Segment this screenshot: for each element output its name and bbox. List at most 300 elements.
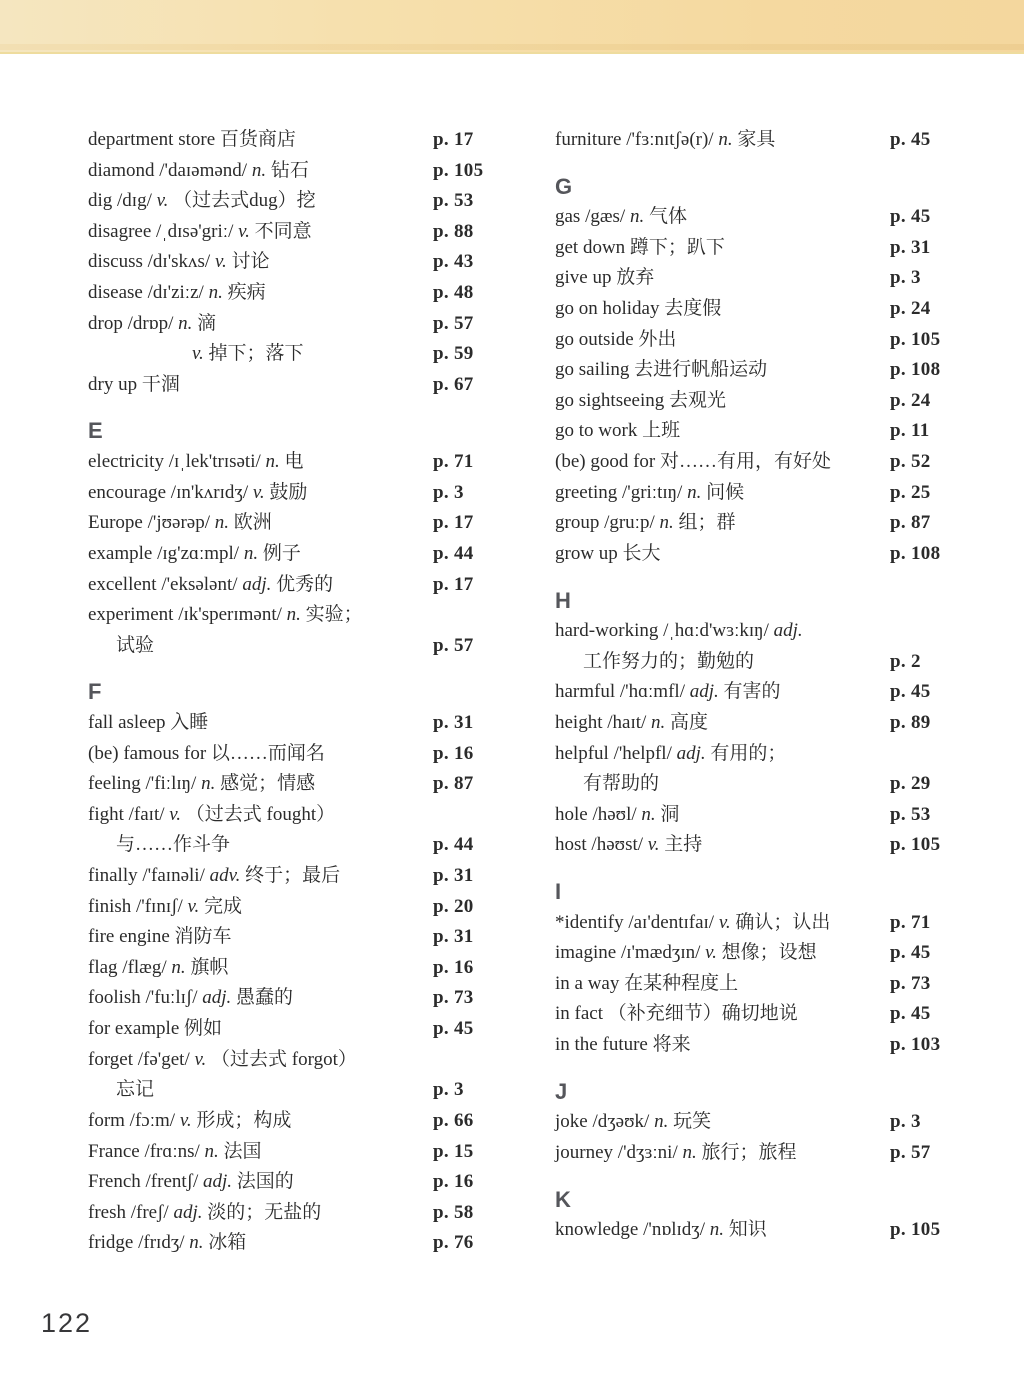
page-ref: p. 3 [890, 267, 921, 289]
entry-fragment: discuss /dɪ'skʌs/ [88, 251, 215, 273]
entry-fragment: go outside 外出 [555, 328, 677, 350]
entry-fragment: 洞 [655, 803, 680, 825]
pos-label: n. [682, 1141, 697, 1163]
entry-fragment: go to work 上班 [555, 420, 681, 442]
pos-label: v. [647, 834, 660, 856]
entry-fragment: 有害的 [718, 681, 781, 703]
entry-fragment: （过去式 fought） [181, 803, 336, 825]
entry-text [555, 708, 890, 739]
entry-text [88, 892, 433, 923]
pos-label: adj. [202, 987, 232, 1009]
entry-text [88, 278, 433, 309]
entry-text [88, 708, 433, 739]
pos-label: n. [178, 312, 193, 334]
pos-label: v. [718, 911, 731, 933]
entry-row [555, 800, 967, 831]
page-ref [433, 800, 499, 831]
entry-fragment: 欧洲 [229, 512, 272, 534]
entry-row [88, 508, 500, 539]
page-ref: p. 3 [433, 1079, 464, 1101]
entry-fragment: 讨论 [226, 251, 270, 273]
page-ref [890, 616, 956, 647]
entry-text [555, 616, 890, 647]
entry-fragment: give up 放弃 [555, 267, 655, 289]
entry-fragment: example /ɪg'zɑːmpl/ [88, 542, 244, 564]
entry-fragment: dry up 干涸 [88, 373, 180, 395]
entry-fragment: finally /'faɪnəli/ [88, 865, 210, 887]
page-ref: p. 3 [890, 1111, 921, 1133]
page-ref: p. 31 [433, 865, 474, 887]
entry-fragment: fall asleep 入睡 [88, 711, 209, 733]
page-ref: p. 67 [433, 373, 474, 395]
pos-label: v. [705, 942, 717, 964]
entry-fragment: 实验； [300, 604, 363, 626]
entry-text [88, 1075, 433, 1106]
pos-label: n. [286, 604, 301, 626]
entry-fragment: in fact （补充细节）确切地说 [555, 1003, 798, 1025]
entry-text [555, 647, 890, 678]
entry-row [555, 708, 967, 739]
entry-fragment: 有帮助的 [583, 773, 660, 795]
glossary-column-right [555, 125, 967, 1246]
pos-label: v. [156, 190, 169, 212]
entry-text [88, 1106, 433, 1137]
entry-row [88, 983, 500, 1014]
entry-text [88, 922, 433, 953]
pos-label: v. [252, 481, 265, 503]
entry-row [88, 339, 500, 370]
entry-row [88, 861, 500, 892]
entry-row [88, 1228, 500, 1259]
entry-text [88, 953, 433, 984]
entry-text [88, 447, 433, 478]
entry-row [88, 1198, 500, 1229]
entry-row [88, 309, 500, 340]
page-ref: p. 87 [890, 512, 931, 534]
pos-label: v. [194, 1048, 207, 1070]
page-ref: p. 53 [433, 190, 474, 212]
entry-fragment: finish /'fɪnɪʃ/ [88, 895, 188, 917]
section-letter: H [555, 587, 571, 613]
pos-label: n. [171, 956, 186, 978]
page-ref: p. 31 [890, 236, 931, 258]
page-ref: p. 16 [433, 1171, 474, 1193]
pos-label: v. [169, 803, 182, 825]
entry-text [555, 125, 890, 156]
page-ref: p. 17 [433, 512, 474, 534]
entry-row [88, 800, 500, 831]
entry-row [555, 478, 967, 509]
pos-label: v. [214, 251, 227, 273]
entry-row [88, 217, 500, 248]
page-ref: p. 20 [433, 895, 474, 917]
page-ref: p. 66 [433, 1109, 474, 1131]
entry-text [88, 800, 433, 831]
entry-text [88, 125, 433, 156]
entry-fragment: 工作努力的；勤勉的 [583, 650, 755, 672]
entry-fragment: （过去式 forgot） [206, 1048, 357, 1070]
page-ref: p. 105 [433, 159, 484, 181]
entry-fragment: height /haɪt/ [555, 711, 652, 733]
entry-fragment: in the future 将来 [555, 1034, 691, 1056]
page-ref [890, 739, 956, 770]
entry-fragment: 玩笑 [668, 1111, 712, 1133]
page-ref: p. 108 [890, 359, 941, 381]
entry-text [555, 233, 890, 264]
entry-fragment: go sailing 去进行帆船运动 [555, 359, 768, 381]
entry-fragment: 形成；构成 [191, 1109, 292, 1131]
page-ref: p. 44 [433, 542, 474, 564]
page-ref: p. 57 [433, 312, 474, 334]
entry-row [88, 631, 500, 662]
page-ref: p. 31 [433, 711, 474, 733]
page-ref: p. 31 [433, 926, 474, 948]
entry-row [555, 1215, 967, 1246]
entry-text [88, 156, 433, 187]
page-ref [433, 1045, 499, 1076]
page-ref: p. 53 [890, 803, 931, 825]
page-ref: p. 59 [433, 343, 474, 365]
entry-text [555, 478, 890, 509]
entry-fragment: fire engine 消防车 [88, 926, 232, 948]
entry-text [555, 677, 890, 708]
page-ref: p. 73 [433, 987, 474, 1009]
entry-fragment: French /frentʃ/ [88, 1171, 204, 1193]
page-ref: p. 105 [890, 1219, 941, 1241]
page-ref: p. 17 [433, 129, 474, 150]
page-ref: p. 15 [433, 1140, 474, 1162]
pos-label: n. [214, 512, 229, 534]
pos-label: v. [238, 220, 250, 242]
page-ref: p. 71 [890, 911, 931, 933]
entry-text [88, 570, 433, 601]
page-ref: p. 3 [433, 481, 464, 503]
entry-fragment: 知识 [724, 1219, 767, 1241]
entry-row [555, 447, 967, 478]
page-ref: p. 45 [433, 1018, 474, 1040]
entry-fragment: furniture /'fɜːnɪtʃə(r)/ [555, 129, 719, 150]
pos-label: n. [641, 803, 656, 825]
entry-row [555, 508, 967, 539]
page-ref: p. 16 [433, 956, 474, 978]
entry-row [88, 1137, 500, 1168]
pos-label: n. [265, 451, 280, 473]
entry-text [555, 416, 890, 447]
entry-text [88, 1045, 433, 1076]
entry-text [555, 830, 890, 861]
entry-fragment: group /gruːp/ [555, 512, 660, 534]
entry-row [88, 708, 500, 739]
page-number: 122 [41, 1308, 93, 1338]
entry-fragment: 疾病 [222, 282, 266, 304]
page-ref: p. 58 [433, 1201, 474, 1223]
entry-row [555, 1138, 967, 1169]
entry-fragment: fight /faɪt/ [88, 803, 170, 825]
page-ref: p. 29 [890, 773, 931, 795]
entry-fragment: hole /həʊl/ [555, 803, 642, 825]
entry-text [555, 999, 890, 1030]
entry-text [555, 1030, 890, 1061]
page-ref: p. 24 [890, 298, 931, 320]
pos-label: n. [189, 1232, 204, 1254]
page-ref: p. 89 [890, 711, 931, 733]
entry-fragment: 冰箱 [203, 1232, 247, 1254]
entry-text [88, 217, 433, 248]
entry-fragment: 与……作斗争 [116, 834, 231, 856]
entry-row [555, 202, 967, 233]
entry-fragment: 掉下；落下 [203, 343, 304, 365]
entry-fragment: 淡的；无盐的 [202, 1201, 322, 1223]
pos-label: n. [204, 1140, 219, 1162]
entry-row [555, 325, 967, 356]
entry-row [555, 125, 967, 156]
entry-row [88, 278, 500, 309]
entry-row [88, 370, 500, 401]
entry-text [555, 1215, 890, 1246]
page-ref: p. 45 [890, 206, 931, 228]
entry-fragment: 忘记 [116, 1079, 155, 1101]
pos-label: n. [208, 282, 223, 304]
glossary-column-left [88, 125, 500, 1259]
entry-text [88, 1137, 433, 1168]
page-ref: p. 25 [890, 481, 931, 503]
pos-label: n. [201, 773, 216, 795]
entry-row [88, 1014, 500, 1045]
entry-row [88, 539, 500, 570]
page-ref: p. 17 [433, 573, 474, 595]
pos-label: adj. [689, 681, 719, 703]
entry-fragment: go sightseeing 去观光 [555, 389, 726, 411]
entry-text [88, 247, 433, 278]
entry-row [88, 447, 500, 478]
entry-fragment: feeling /'fiːlɪŋ/ [88, 773, 202, 795]
entry-row [555, 355, 967, 386]
entry-row [555, 233, 967, 264]
entry-row [88, 1167, 500, 1198]
entry-fragment: 愚蠢的 [231, 987, 294, 1009]
entry-row [88, 953, 500, 984]
pos-label: adv. [209, 865, 241, 887]
page-ref [433, 600, 499, 631]
section-letter: K [555, 1186, 571, 1212]
entry-text [88, 1014, 433, 1045]
entry-row [555, 938, 967, 969]
entry-text [555, 508, 890, 539]
pos-label: adj. [773, 620, 803, 642]
entry-text [88, 1198, 433, 1229]
entry-text [88, 539, 433, 570]
entry-fragment: 终于；最后 [240, 865, 341, 887]
entry-row [555, 294, 967, 325]
entry-text [555, 800, 890, 831]
entry-row [555, 416, 967, 447]
entry-row [555, 969, 967, 1000]
entry-fragment: 电 [279, 451, 304, 473]
entry-row [88, 1106, 500, 1137]
pos-label: n. [654, 1111, 669, 1133]
entry-fragment: greeting /'griːtɪŋ/ [555, 481, 688, 503]
entry-row [88, 892, 500, 923]
page-top-band [0, 0, 1024, 54]
section-letter: G [555, 173, 573, 199]
entry-fragment: dig /dɪg/ [88, 190, 157, 212]
entry-text [88, 631, 433, 662]
entry-text [88, 339, 433, 370]
entry-fragment: 家具 [732, 129, 776, 150]
pos-label: adj. [203, 1171, 233, 1193]
page-ref: p. 57 [890, 1141, 931, 1163]
page-ref: p. 103 [890, 1034, 941, 1056]
section-letter: I [555, 879, 562, 905]
entry-fragment: disagree /ˌdɪsə'griː/ [88, 220, 239, 242]
entry-text [88, 830, 433, 861]
entry-fragment: grow up 长大 [555, 542, 661, 564]
entry-fragment: 旗帜 [185, 956, 229, 978]
entry-fragment: fridge /frɪdʒ/ [88, 1232, 190, 1254]
entry-fragment: 不同意 [249, 220, 312, 242]
pos-label: n. [687, 481, 702, 503]
entry-row [555, 769, 967, 800]
entry-fragment: drop /drɒp/ [88, 312, 179, 334]
entry-text [555, 386, 890, 417]
entry-fragment: forget /fə'get/ [88, 1048, 195, 1070]
page-ref: p. 76 [433, 1232, 474, 1254]
entry-text [88, 186, 433, 217]
entry-text [88, 600, 433, 631]
entry-fragment: electricity /ɪˌlek'trɪsəti/ [88, 451, 266, 473]
pos-label: n. [629, 206, 645, 228]
entry-text [555, 1138, 890, 1169]
entry-fragment: knowledge /'nɒlɪdʒ/ [555, 1219, 710, 1241]
entry-fragment: France /frɑːns/ [88, 1140, 205, 1162]
page-ref: p. 11 [890, 420, 930, 442]
entry-row [555, 386, 967, 417]
page-ref: p. 105 [890, 834, 941, 856]
entry-text [88, 1167, 433, 1198]
entry-row [88, 769, 500, 800]
entry-fragment: 钻石 [266, 159, 309, 181]
entry-fragment: 想像；设想 [716, 942, 817, 964]
entry-fragment: imagine /ɪ'mædʒɪn/ [555, 942, 706, 964]
entry-fragment: department store 百货商店 [88, 129, 296, 150]
entry-row [555, 1107, 967, 1138]
page-ref: p. 71 [433, 451, 474, 473]
entry-fragment: 法国 [218, 1140, 262, 1162]
entry-text [555, 355, 890, 386]
page-ref: p. 73 [890, 972, 931, 994]
page-ref: p. 16 [433, 742, 474, 764]
entry-fragment: diamond /'daɪəmənd/ [88, 159, 252, 181]
entry-text [555, 447, 890, 478]
page-ref: p. 44 [433, 834, 474, 856]
entry-row [88, 922, 500, 953]
entry-row [88, 156, 500, 187]
entry-fragment: helpful /'helpfl/ [555, 742, 677, 764]
page-ref: p. 88 [433, 220, 474, 242]
entry-text [555, 294, 890, 325]
entry-fragment: 滴 [192, 312, 217, 334]
entry-text [555, 539, 890, 570]
pos-label: adj. [242, 573, 272, 595]
page-ref: p. 105 [890, 328, 941, 350]
entry-fragment: get down 蹲下；趴下 [555, 236, 725, 258]
pos-label: n. [659, 512, 674, 534]
section-letter: E [88, 418, 103, 444]
entry-row [555, 677, 967, 708]
entry-fragment: 完成 [199, 895, 243, 917]
entry-row [555, 1030, 967, 1061]
entry-fragment: 问候 [701, 481, 745, 503]
entry-row [88, 830, 500, 861]
entry-fragment: 有用的； [705, 742, 787, 764]
entry-fragment: form /fɔːm/ [88, 1109, 180, 1131]
entry-fragment: in a way 在某种程度上 [555, 972, 739, 994]
entry-row [555, 263, 967, 294]
page-ref: p. 24 [890, 389, 931, 411]
entry-fragment: (be) good for 对……有用，有好处 [555, 451, 831, 473]
entry-fragment: 气体 [644, 206, 687, 228]
page-ref: p. 45 [890, 681, 931, 703]
entry-fragment: *identify /aɪ'dentɪfaɪ/ [555, 911, 719, 933]
pos-label: adj. [676, 742, 706, 764]
entry-row [88, 570, 500, 601]
entry-row [88, 478, 500, 509]
entry-fragment: excellent /'eksələnt/ [88, 573, 243, 595]
entry-fragment: foolish /'fuːlɪʃ/ [88, 987, 203, 1009]
page-ref: p. 45 [890, 942, 931, 964]
entry-fragment: （过去式dug）挖 [168, 190, 316, 212]
entry-fragment: hard-working /ˌhɑːd'wɜːkɪŋ/ [555, 620, 774, 642]
entry-text [88, 508, 433, 539]
entry-row [555, 539, 967, 570]
page-ref: p. 57 [433, 634, 474, 656]
entry-row [555, 647, 967, 678]
entry-text [88, 370, 433, 401]
page-ref: p. 45 [890, 129, 931, 150]
entry-fragment: 试验 [116, 634, 155, 656]
entry-fragment: for example 例如 [88, 1018, 223, 1040]
pos-label: n. [251, 159, 267, 181]
entry-row [88, 125, 500, 156]
entry-text [555, 263, 890, 294]
entry-row [555, 739, 967, 770]
entry-row [555, 830, 967, 861]
entry-text [555, 1107, 890, 1138]
entry-fragment: flag /flæg/ [88, 956, 172, 978]
entry-text [555, 938, 890, 969]
page-ref: p. 87 [433, 773, 474, 795]
entry-text [88, 861, 433, 892]
entry-fragment: harmful /'hɑːmfl/ [555, 681, 690, 703]
pos-label: n. [718, 129, 733, 150]
entry-text [88, 309, 433, 340]
entry-row [555, 908, 967, 939]
entry-fragment: 组；群 [673, 512, 736, 534]
pos-label: n. [709, 1219, 725, 1241]
entry-text [88, 739, 433, 770]
entry-fragment: 感觉；情感 [215, 773, 316, 795]
entry-text [88, 1228, 433, 1259]
entry-fragment: joke /dʒəʊk/ [555, 1111, 655, 1133]
entry-row [555, 999, 967, 1030]
entry-fragment: journey /'dʒɜːni/ [555, 1141, 683, 1163]
entry-fragment: disease /dɪ'ziːz/ [88, 282, 209, 304]
entry-text [555, 769, 890, 800]
pos-label: v. [187, 895, 200, 917]
page-ref: p. 48 [433, 282, 474, 304]
pos-label: v. [192, 343, 204, 365]
page-ref: p. 45 [890, 1003, 931, 1025]
